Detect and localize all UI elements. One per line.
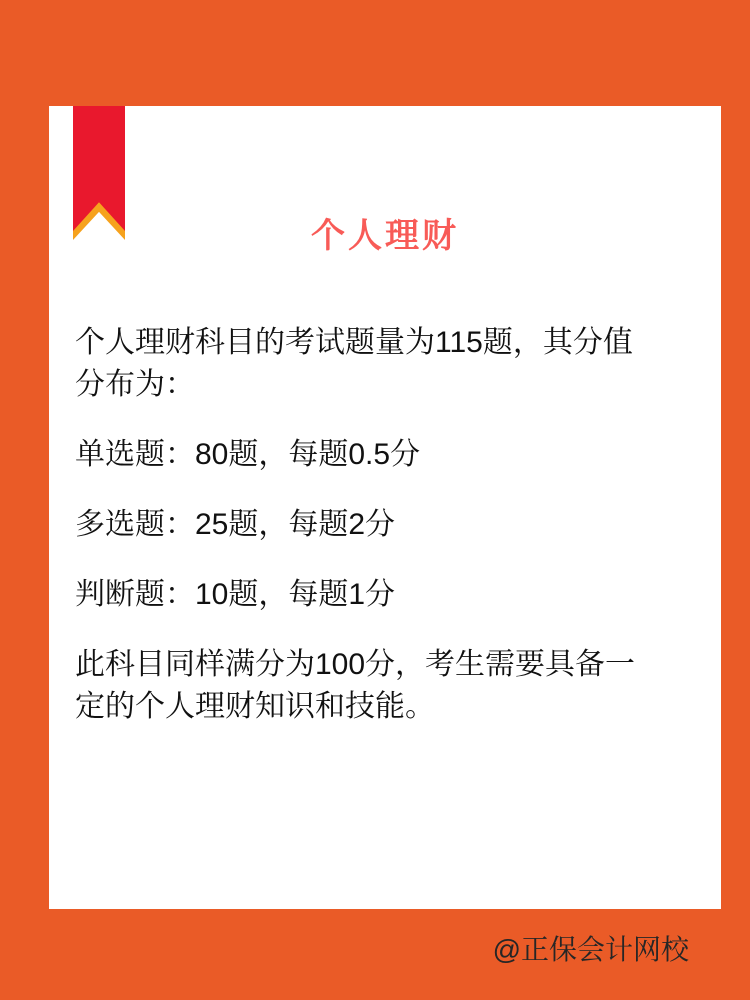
intro-line-1: 个人理财科目的考试题量为115题，其分值 [75, 326, 633, 359]
card-body [75, 322, 701, 728]
brand-watermark: @正保会计网校 [492, 934, 689, 965]
intro-line-2: 分布为： [75, 368, 195, 401]
summary-line-2: 定的个人理财知识和技能。 [75, 690, 435, 723]
list-item-multi-choice: 多选题：25题，每题2分 [75, 508, 396, 541]
page-title: 个人理财 [311, 217, 459, 255]
list-item-single-choice: 单选题：80题，每题0.5分 [75, 438, 421, 471]
content-card [49, 106, 721, 909]
intro-paragraph [75, 322, 701, 406]
summary-line-1: 此科目同样满分为100分，考生需要具备一 [75, 648, 636, 681]
summary-paragraph [75, 644, 701, 728]
list-item-true-false: 判断题：10题，每题1分 [75, 578, 396, 611]
